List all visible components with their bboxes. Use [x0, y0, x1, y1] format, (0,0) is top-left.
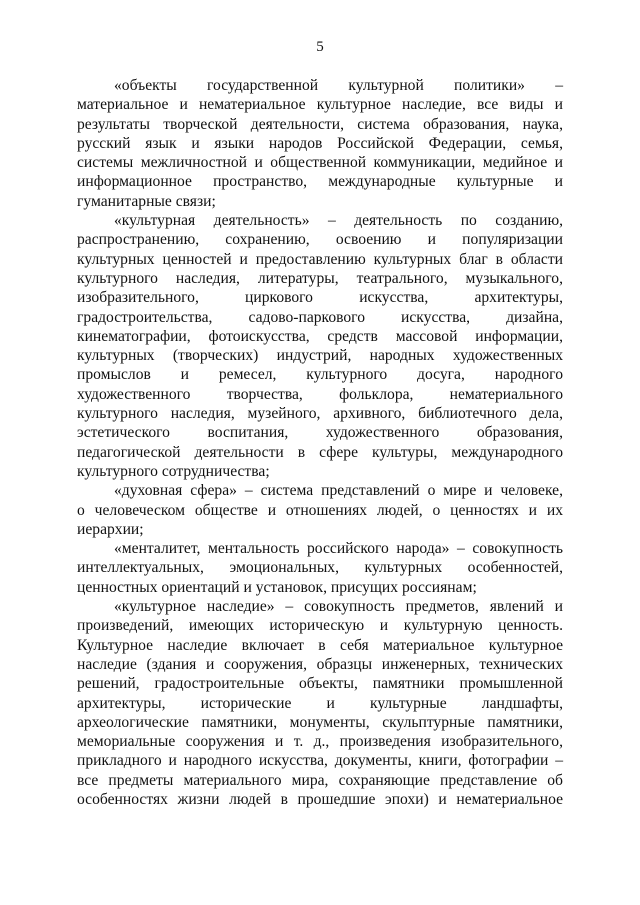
text-line: эстетического воспитания, художественного образования, [77, 424, 563, 442]
text-line: кинематографии, фотоискусства, средств массовой информации, [77, 327, 563, 345]
text-line: художественного творчества, фольклора, нематериального [77, 385, 563, 403]
text-line: промыслов и ремесел, культурного досуга, народного [77, 366, 563, 384]
text-line: особенностях жизни людей в прошедшие эпохи) и нематериальное [77, 790, 563, 808]
text-line: «духовная сфера» – система представлений о мире и человеке, [114, 482, 563, 500]
text-line: археологические памятники, монументы, скульптурные памятники, [77, 713, 563, 731]
text-line: гуманитарные связи; [77, 192, 216, 210]
text-line: культурного наследия, музейного, архивного, библиотечного дела, [77, 405, 563, 423]
text-line: о человеческом обществе и отношениях людей, о ценностях и их [77, 501, 563, 519]
text-line: Культурное наследие включает в себя материальное культурное [77, 636, 563, 654]
text-line: культурных ценностей и предоставлению культурных благ в области [77, 250, 563, 268]
text-line: решений, градостроительные объекты, памятники промышленной [77, 675, 563, 693]
paragraph [77, 76, 563, 211]
body-text [77, 76, 563, 809]
text-line: интеллектуальных, эмоциональных, культурных особенностей, [77, 559, 563, 577]
paragraph [77, 597, 563, 809]
text-line: прикладного и народного искусства, документы, книги, фотографии – [77, 752, 563, 770]
text-line: иерархии; [77, 520, 144, 538]
text-line: культурного сотрудничества; [77, 462, 270, 480]
text-line: все предметы материального мира, сохраняющие представление об [77, 771, 563, 789]
text-line: информационное пространство, международные культурные и [77, 173, 563, 191]
text-line: «культурная деятельность» – деятельность по созданию, [114, 212, 563, 230]
paragraph [77, 481, 563, 539]
paragraph [77, 211, 563, 481]
text-line: «культурное наследие» – совокупность предметов, явлений и [114, 598, 563, 616]
text-line: мемориальные сооружения и т. д., произведения изобразительного, [77, 733, 563, 751]
text-line: системы межличностной и общественной коммуникации, медийное и [77, 154, 563, 172]
text-line: градостроительства, садово-паркового искусства, дизайна, [77, 308, 563, 326]
text-line: распространению, сохранению, освоению и популяризации [77, 231, 563, 249]
text-line: культурного наследия, литературы, театрального, музыкального, [77, 269, 563, 287]
page-number: 5 [316, 39, 324, 55]
text-line: ценностных ориентаций и установок, присущих россиянам; [77, 578, 477, 596]
text-line: изобразительного, циркового искусства, архитектуры, [77, 289, 563, 307]
text-line: русский язык и языки народов Российской Федерации, семья, [77, 134, 563, 152]
text-line: материальное и нематериальное культурное наследие, все виды и [77, 96, 563, 114]
paragraph [77, 539, 563, 597]
text-line: культурных (творческих) индустрий, народных художественных [77, 347, 563, 365]
text-line: произведений, имеющих историческую и культурную ценность. [77, 617, 563, 635]
text-line: педагогической деятельности в сфере культуры, международного [77, 443, 563, 461]
text-line: «менталитет, ментальность российского народа» – совокупность [114, 540, 563, 558]
text-line: результаты творческой деятельности, система образования, наука, [77, 115, 563, 133]
text-line: «объекты государственной культурной политики» – [114, 77, 563, 94]
text-line: наследие (здания и сооружения, образцы инженерных, технических [77, 655, 563, 673]
text-line: архитектуры, исторические и культурные ландшафты, [77, 694, 563, 712]
